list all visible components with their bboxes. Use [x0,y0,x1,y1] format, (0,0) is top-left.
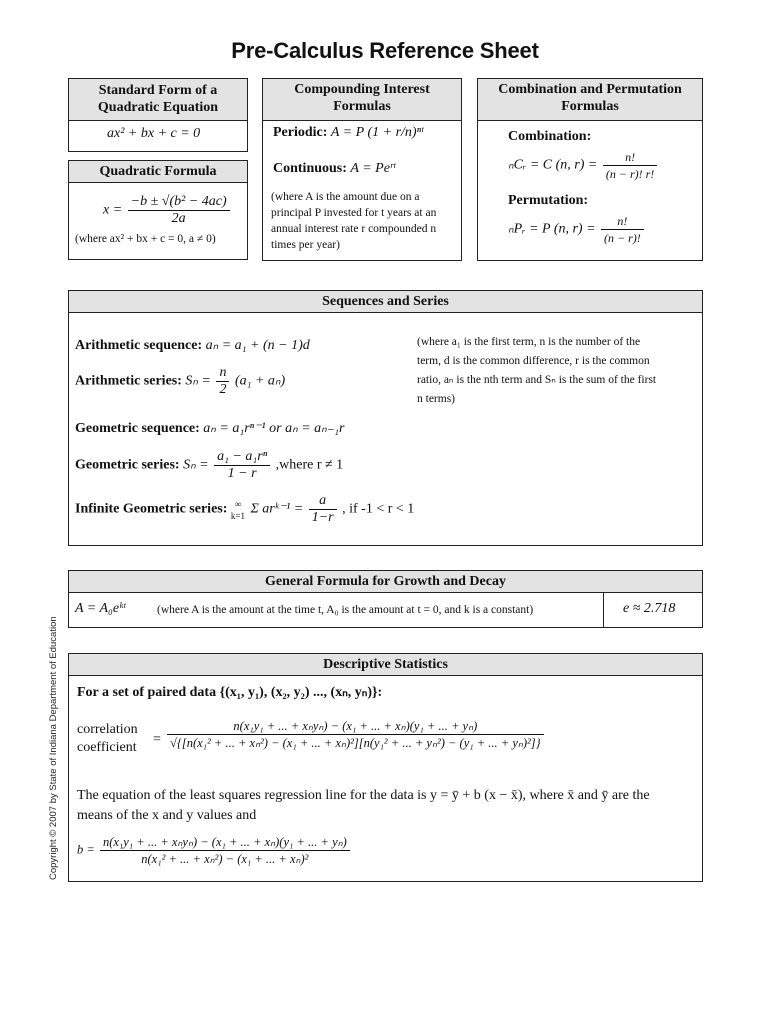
growth-formula: A = A₀eᵏᵗ [75,601,126,616]
quadratic-formula-box [68,160,248,260]
permutation-numerator: n! [601,213,644,230]
e-value: e ≈ 2.718 [623,601,676,616]
combination-formula [508,149,659,182]
growth-box [68,570,703,628]
growth-header: General Formula for Growth and Decay [69,571,702,593]
sequences-box [68,290,703,546]
continuous-equation: A = Peʳᵗ [350,161,396,176]
statistics-box [68,653,703,882]
standard-form-box [68,78,248,152]
correlation-equals: = [153,732,161,747]
b-lhs: b = [77,842,95,857]
geo-seq-formula: aₙ = a₁rⁿ⁻¹ or aₙ = aₙ₋₁r [203,421,345,436]
b-numerator: n(x₁y₁ + ... + xₙyₙ) − (x₁ + ... + xₙ)(y₁ + ... + yₙ) [100,834,350,851]
page-title: Pre-Calculus Reference Sheet [231,38,539,63]
arithmetic-series [75,365,285,398]
quadratic-condition: (where ax² + bx + c = 0, a ≠ 0) [75,233,216,245]
permutation-denominator: (n − r)! [604,231,641,245]
geo-ser-num: a₁ − a₁rⁿ [214,449,270,466]
combination-header: Combination and Permutation Formulas [478,79,702,121]
combination-denominator: (n − r)! r! [605,167,655,181]
periodic-equation: A = P (1 + r/n)ⁿᵗ [330,125,424,140]
quadratic-formula [103,194,232,227]
inf-sum-bottom: k=1 [230,510,245,521]
arith-ser-num: n [216,365,229,382]
quad-denominator: 2a [171,211,186,226]
b-denominator: n(x₁² + ... + xₙ²) − (x₁ + ... + xₙ)² [141,852,309,866]
correlation-denominator: √{[n(x₁² + ... + xₙ²) − (x₁ + ... + xₙ)²][n(y₁² + ... + yₙ²) − (y₁ + ... + yₙ)²]} [170,736,541,750]
combination-label: Combination: [508,129,592,144]
permutation-label: Permutation: [508,193,589,208]
inf-sum: Σ arᵏ⁻¹ = [250,501,304,517]
continuous-label: Continuous: [273,161,347,176]
geo-ser-den: 1 − r [227,466,257,481]
correlation-label-2: coefficient [77,740,137,755]
inf-label: Infinite Geometric series: [75,501,228,517]
compound-interest-box [262,78,462,261]
geo-seq-label: Geometric sequence: [75,421,200,436]
quadratic-formula-header: Quadratic Formula [69,161,247,183]
arith-ser-den: 2 [219,382,227,397]
arith-ser-lhs: Sₙ = [185,373,211,389]
inf-sum-top: ∞ [234,498,242,509]
sequences-header: Sequences and Series [69,291,702,313]
permutation-lhs: ₙPᵣ = P (n, r) = [508,221,596,237]
infinite-geometric-series [75,493,414,526]
copyright-text: Copyright © 2007 by State of Indiana Department of Education [48,616,59,880]
sequences-note: (where a₁ is the first term, n is the number of the term, d is the common difference, r is the common ratio, aₙ is the nth term and Sₙ is the sum of the first n terms) [417,336,657,405]
growth-note: (where A is the amount at the time t, A₀ is the amount at t = 0, and k is a constant) [157,604,534,616]
compound-header: Compounding Interest Formulas [263,79,461,121]
regression-text: The equation of the least squares regression line for the data is y = ȳ + b (x − x̄), where x̄ and ȳ are the means of the x and y values and [77,788,650,823]
standard-form-header: Standard Form of a Quadratic Equation [69,79,247,121]
arith-ser-label: Arithmetic series: [75,373,182,389]
quad-numerator: −b ± √(b² − 4ac) [128,194,230,211]
x-label: x = [103,202,123,218]
arith-seq-formula: aₙ = a₁ + (n − 1)d [205,338,310,353]
growth-divider [603,593,604,627]
stats-intro: For a set of paired data {(x₁, y₁), (x₂, y₂) ..., (xₙ, yₙ)}: [77,685,383,700]
combination-box [477,78,703,261]
combination-numerator: n! [603,149,657,166]
correlation-numerator: n(x₁y₁ + ... + xₙyₙ) − (x₁ + ... + xₙ)(y₁ + ... + yₙ) [167,718,544,735]
geometric-series [75,449,343,482]
b-formula [77,834,352,867]
periodic-formula [273,125,423,141]
periodic-label: Periodic: [273,125,328,140]
continuous-formula [273,161,395,177]
geometric-sequence [75,420,344,437]
inf-num: a [309,493,337,510]
arithmetic-sequence [75,337,310,354]
inf-condition: , if -1 < r < 1 [342,501,415,517]
arith-seq-label: Arithmetic sequence: [75,338,203,353]
geo-ser-condition: ,where r ≠ 1 [275,457,344,473]
permutation-formula [508,213,646,246]
compound-note: (where A is the amount due on a principal P invested for t years at an annual interest rate r compounded n times per year) [271,191,437,251]
geo-ser-label: Geometric series: [75,457,180,473]
statistics-header: Descriptive Statistics [69,654,702,676]
arith-ser-rhs: (a₁ + aₙ) [234,373,286,389]
geo-ser-lhs: Sₙ = [183,457,209,473]
correlation-label-1: correlation [77,722,138,737]
standard-form-equation: ax² + bx + c = 0 [107,126,201,141]
correlation-formula [165,718,546,751]
inf-den: 1−r [311,510,334,525]
combination-lhs: ₙCᵣ = C (n, r) = [508,157,598,173]
